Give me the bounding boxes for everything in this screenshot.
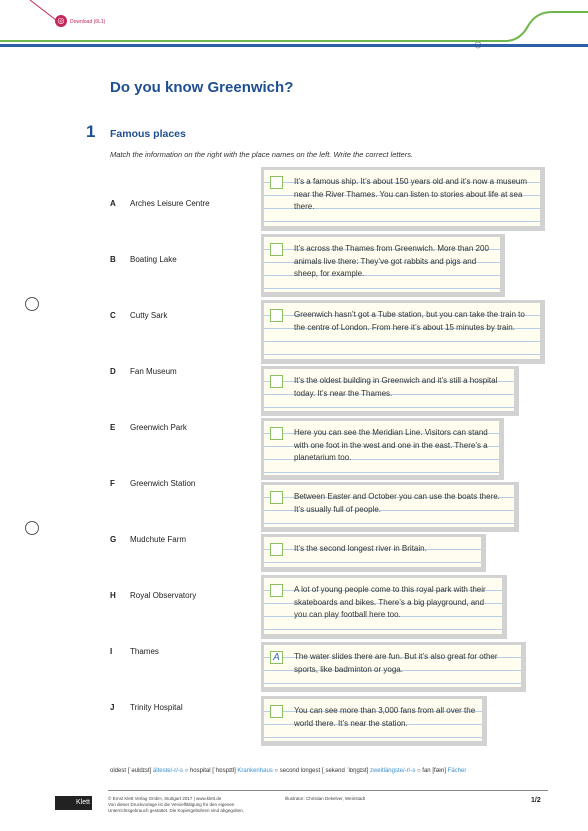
item-name: Royal Observatory — [130, 591, 197, 600]
vocab-ipa: [ˌsekənd ˈlɒŋɡɪst] — [321, 768, 369, 774]
punch-hole — [25, 297, 39, 311]
answer-box[interactable] — [270, 427, 283, 440]
item-name: Greenwich Park — [130, 423, 187, 432]
card-text: It’s the oldest building in Greenwich and it’s still a hospital today. It’s near the Thames. — [294, 376, 498, 398]
info-card — [261, 575, 507, 639]
card-text: Greenwich hasn’t got a Tube station, but you can take the train to the centre of London. From here it’s about 15 minutes by train. — [294, 310, 525, 332]
answer-box[interactable] — [270, 584, 283, 597]
vocab-word: oldest — [110, 768, 127, 774]
vocab-ipa: [ˈhɒspɪtl] — [212, 768, 236, 774]
footer-copyright — [108, 796, 244, 814]
card-text: You can see more than 3,000 fans from all over the world there. It’s near the station. — [294, 706, 476, 728]
vocabulary-line — [110, 768, 466, 774]
rights-text: Unterrichtsgebrauch gestattet. Die Kopiergebühren sind abgegolten. — [108, 808, 244, 813]
answer-box[interactable] — [270, 309, 283, 322]
vocab-ipa: [fæn] — [432, 768, 446, 774]
item-name: Boating Lake — [130, 255, 177, 264]
footer-illustrator: Illustrator: Christian Dekelver, Weinstadt — [285, 796, 365, 801]
item-letter: C — [110, 311, 116, 320]
vocab-word: second longest — [279, 768, 321, 774]
card-text: It’s a famous ship. It’s about 150 years old and it’s now a museum near the River Thames. You can listen to stories about life at sea there. — [294, 177, 528, 211]
separator-icon: ○ — [184, 768, 190, 774]
footer-divider — [108, 790, 548, 791]
separator-icon: ○ — [417, 768, 423, 774]
rights-text: Von dieser Druckvorlage ist die Vervielfältigung für den eigenen — [108, 802, 235, 807]
answer-box[interactable] — [270, 176, 283, 189]
vocab-word: hospital — [189, 768, 211, 774]
vocab-word: fan — [422, 768, 431, 774]
exercise-instruction: Match the information on the right with the place names on the left. Write the correct letters. — [110, 150, 414, 159]
copyright-text: © Ernst Klett Verlag GmbH, Stuttgart 2017 | www.klett.de — [108, 796, 222, 801]
item-name: Mudchute Farm — [130, 535, 187, 544]
item-name: Greenwich Station — [130, 479, 196, 488]
punch-hole — [25, 521, 39, 535]
item-letter: E — [110, 423, 116, 432]
card-text: The water slides there are fun. But it’s also great for other sports, like badminton or yoga. — [294, 652, 498, 674]
item-name: Cutty Sark — [130, 311, 168, 320]
item-letter: A — [110, 199, 116, 208]
card-text: Between Easter and October you can use the boats there. It’s usually full of people. — [294, 492, 500, 514]
answer-box[interactable] — [270, 543, 283, 556]
card-text: Here you can see the Meridian Line. Visitors can stand with one foot in the west and one in the east. There’s a planetarium too. — [294, 428, 488, 462]
globe-icon: ◎ — [55, 15, 67, 27]
vocab-translation: Krankenhaus — [237, 768, 273, 774]
header-blue-line — [0, 44, 588, 47]
card-text: A lot of young people come to this royal park with their skateboards and bikes. There’s a big playground, and you can play football here too. — [294, 585, 486, 619]
header-green-line — [0, 40, 475, 42]
header-decoration — [0, 0, 588, 60]
info-card — [261, 366, 519, 416]
item-name: Thames — [130, 647, 159, 656]
item-name: Trinity Hospital — [130, 703, 183, 712]
klett-logo: Klett — [55, 796, 92, 810]
separator-icon: ○ — [274, 768, 280, 774]
item-letter: D — [110, 367, 116, 376]
card-text: It’s the second longest river in Britain. — [294, 544, 427, 553]
item-letter: F — [110, 479, 115, 488]
item-name: Fan Museum — [130, 367, 177, 376]
answer-box[interactable] — [270, 705, 283, 718]
item-letter: H — [110, 591, 116, 600]
item-letter: G — [110, 535, 117, 544]
card-text: It’s across the Thames from Greenwich. More than 200 animals live there: They’ve got rabbits and pigs and sheep, for example. — [294, 244, 489, 278]
info-card — [261, 482, 519, 532]
vocab-translation: älteste/-r/-s — [152, 768, 183, 774]
download-label: Download (6L1) — [70, 19, 106, 25]
item-letter: I — [110, 647, 113, 656]
info-card — [261, 234, 505, 297]
page-number: 1/2 — [531, 797, 541, 804]
exercise-title: Famous places — [110, 128, 186, 140]
info-card — [261, 418, 504, 480]
vocab-translation: Fächer — [447, 768, 467, 774]
vocab-ipa: [ˈəʊldɪst] — [127, 768, 152, 774]
page-title: Do you know Greenwich? — [110, 79, 294, 96]
answer-box[interactable]: A — [270, 651, 283, 664]
item-letter: B — [110, 255, 116, 264]
info-card — [261, 696, 487, 746]
item-letter: J — [110, 703, 115, 712]
vocab-translation: zweitlängste/-r/-s — [369, 768, 416, 774]
exercise-number: 1 — [86, 122, 96, 141]
info-card — [261, 300, 545, 364]
answer-box[interactable] — [270, 491, 283, 504]
answer-box[interactable] — [270, 375, 283, 388]
info-card — [261, 642, 526, 692]
answer-box[interactable] — [270, 243, 283, 256]
info-card — [261, 534, 486, 572]
item-name: Arches Leisure Centre — [130, 199, 210, 208]
info-card — [261, 167, 545, 231]
